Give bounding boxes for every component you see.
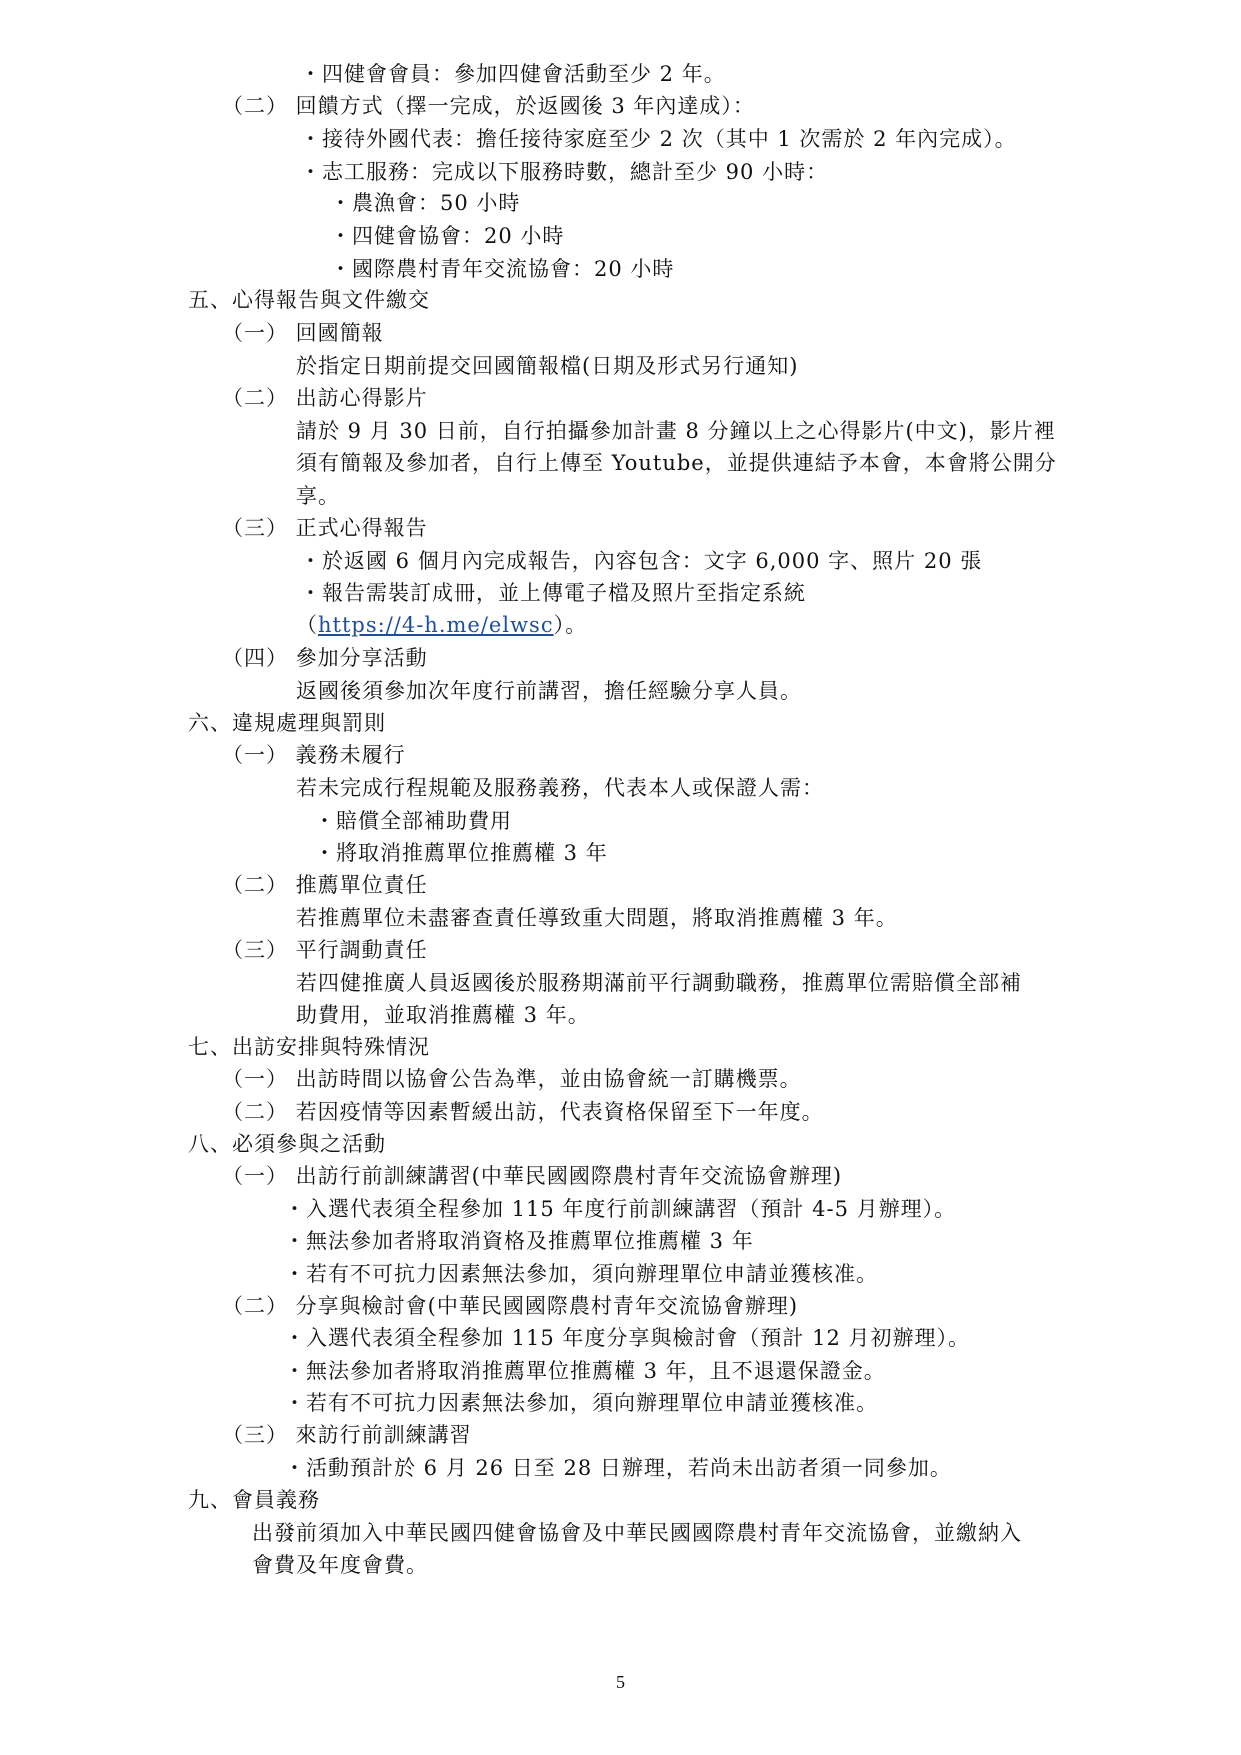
bullet: ・無法參加者將取消推薦單位推薦權 3 年，且不退還保證金。 (284, 1359, 886, 1383)
paragraph: 享。 (296, 484, 340, 508)
paragraph: 若未完成行程規範及服務義務，代表本人或保證人需： (296, 776, 824, 800)
bullet-4h-member: ・四健會會員：參加四健會活動至少 2 年。 (300, 62, 726, 86)
bullet: ・入選代表須全程參加 115 年度行前訓練講習（預計 4-5 月辦理）。 (284, 1197, 957, 1221)
subsection-inbound-training: （三） 來訪行前訓練講習 (222, 1423, 472, 1447)
bullet: ・若有不可抗力因素無法參加，須向辦理單位申請並獲核准。 (284, 1262, 878, 1286)
subsection-return-brief: （一） 回國簡報 (222, 321, 384, 345)
section-9-heading: 九、會員義務 (188, 1488, 320, 1512)
bullet-compensate: ・賠償全部補助費用 (314, 809, 512, 833)
subsection-postpone: （二） 若因疫情等因素暫緩出訪，代表資格保留至下一年度。 (222, 1100, 824, 1124)
subsection-review: （二） 分享與檢討會(中華民國國際農村青年交流協會辦理) (222, 1294, 799, 1318)
subsection-feedback: （二） 回饋方式（擇一完成，於返國後 3 年內達成）： (222, 94, 755, 118)
bullet-revoke: ・將取消推薦單位推薦權 3 年 (314, 841, 608, 865)
bullet-host-family: ・接待外國代表：擔任接待家庭至少 2 次（其中 1 次需於 2 年內完成）。 (300, 127, 1017, 151)
section-8-heading: 八、必須參與之活動 (188, 1132, 386, 1156)
bullet-report-upload: ・報告需裝訂成冊，並上傳電子檔及照片至指定系統 (300, 581, 806, 605)
subsection-obligation: （一） 義務未履行 (222, 743, 406, 767)
paragraph: 返國後須參加次年度行前講習，擔任經驗分享人員。 (296, 679, 802, 703)
subsection-pre-training: （一） 出訪行前訓練講習(中華民國國際農村青年交流協會辦理) (222, 1164, 843, 1188)
bullet-4h-assoc: ・四健會協會：20 小時 (330, 224, 565, 248)
paragraph: 於指定日期前提交回國簡報檔(日期及形式另行通知) (296, 354, 799, 378)
bullet: ・若有不可抗力因素無法參加，須向辦理單位申請並獲核准。 (284, 1391, 878, 1415)
subsection-unit-duty: （二） 推薦單位責任 (222, 873, 428, 897)
subsection-sharing: （四） 參加分享活動 (222, 646, 428, 670)
paragraph: 若四健推廣人員返國後於服務期滿前平行調動職務，推薦單位需賠償全部補 (296, 971, 1022, 995)
paragraph: 請於 9 月 30 日前，自行拍攝參加計畫 8 分鐘以上之心得影片(中文)，影片裡 (296, 419, 1056, 443)
bullet-farmers-assoc: ・農漁會：50 小時 (330, 191, 521, 215)
section-5-heading: 五、心得報告與文件繳交 (188, 288, 430, 312)
paragraph: 助費用，並取消推薦權 3 年。 (296, 1003, 590, 1027)
bullet: ・入選代表須全程參加 115 年度分享與檢討會（預計 12 月初辦理）。 (284, 1326, 971, 1350)
bullet-volunteer: ・志工服務：完成以下服務時數，總計至少 90 小時： (300, 160, 829, 184)
paragraph: 若推薦單位未盡審查責任導致重大問題，將取消推薦權 3 年。 (296, 906, 898, 930)
paragraph: 會費及年度會費。 (252, 1553, 428, 1577)
subsection-report: （三） 正式心得報告 (222, 516, 428, 540)
bullet: ・活動預計於 6 月 26 日至 28 日辦理，若尚未出訪者須一同參加。 (284, 1456, 952, 1480)
subsection-visit-time: （一） 出訪時間以協會公告為準，並由協會統一訂購機票。 (222, 1067, 802, 1091)
paren-open: （ (296, 613, 318, 637)
subsection-transfer: （三） 平行調動責任 (222, 938, 428, 962)
bullet: ・無法參加者將取消資格及推薦單位推薦權 3 年 (284, 1229, 754, 1253)
paragraph: 須有簡報及參加者，自行上傳至 Youtube，並提供連結予本會，本會將公開分 (296, 451, 1057, 475)
upload-system-link[interactable]: https://4-h.me/elwsc (318, 613, 554, 637)
link-line (296, 609, 587, 641)
paragraph: 出發前須加入中華民國四健會協會及中華民國國際農村青年交流協會，並繳納入 (252, 1521, 1022, 1545)
section-7-heading: 七、出訪安排與特殊情況 (188, 1035, 430, 1059)
paren-close: ）。 (553, 613, 588, 637)
section-6-heading: 六、違規處理與罰則 (188, 711, 386, 735)
bullet-ifye-assoc: ・國際農村青年交流協會：20 小時 (330, 257, 675, 281)
bullet-report-content: ・於返國 6 個月內完成報告，內容包含：文字 6,000 字、照片 20 張 (300, 549, 983, 573)
subsection-video: （二） 出訪心得影片 (222, 386, 428, 410)
page-number: 5 (616, 1672, 625, 1692)
